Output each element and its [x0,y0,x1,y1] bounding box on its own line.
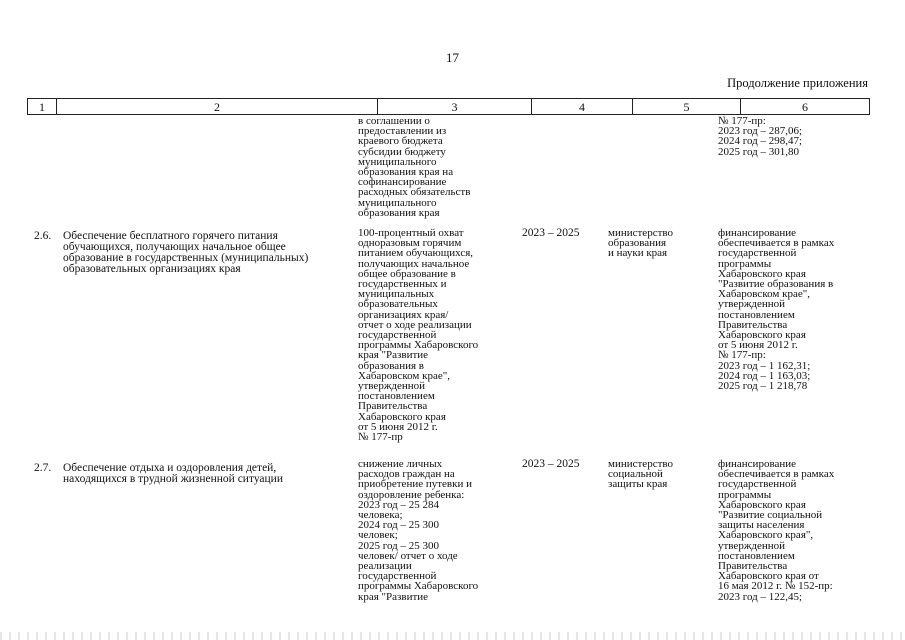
column-header-6: 6 [741,99,870,115]
row-2-7-financing: финансирование обеспечивается в рамках государственной программы Хабаровского края "Развитие социальной защиты населения Хабаровского края", утвержденной постановлением Правительства Хабаровского края от 16 мая 2012 г. № 152-пр: 2023 год – 122,45; [718,458,835,603]
row-2-7-result: снижение личных расходов граждан на приобретение путевки и оздоровление ребенка: 2023 год – 25 284 человека; 2024 год – 25 300 человек; 2025 год – 25 300 человек/ отчет о ходе реализации государственной программы Хабаровского края "Развитие [358,458,479,603]
row-2-6-number: 2.6. [34,230,52,242]
column-header-5: 5 [633,99,741,115]
column-header-1: 1 [28,99,57,115]
row-2-7-name: Обеспечение отдыха и оздоровления детей, находящихся в трудной жизненной ситуации [63,462,283,485]
row-2-6-period: 2023 – 2025 [522,227,580,239]
row-2-6-executor: министерство образования и науки края [608,227,674,260]
top-row-financing: № 177-пр: 2023 год – 287,06; 2024 год – 298,47; 2025 год – 301,80 [718,115,803,158]
row-2-6-name: Обеспечение бесплатного горячего питания обучающихся, получающих начальное общее образование в государственных (муниципальных) образовательных организациях края [63,230,309,275]
row-2-6-financing: финансирование обеспечивается в рамках государственной программы Хабаровского края "Развитие образования в Хабаровском крае", утвержденной постановлением Правительства Хабаровского края от 5 июня 2012 г. № 177-пр: 2023 год – 1 162,31; 2024 год – 1 163,03; 2025 год – 1 218,78 [718,227,835,393]
page-number: 17 [446,50,459,65]
column-header-2: 2 [57,99,378,115]
top-row-result: в соглашении о предоставлении из краевого бюджета субсидии бюджету муниципального образования края на софинансирование расходных обязательств муниципального образования края [358,115,471,219]
row-2-7-executor: министерство социальной защиты края [608,458,674,491]
column-header-3: 3 [378,99,532,115]
column-header-4: 4 [532,99,633,115]
row-2-6-result: 100-процентный охват одноразовым горячим питанием обучающихся, получающих начальное общее образование в государственных и муниципальных образовательных организациях края/ отчет о ходе реализации государственной программы Хабаровского края "Развитие образования в Хабаровском крае", утвержденной постановлением Правительства Хабаровского края от 5 июня 2012 г. № 177-пр [358,227,479,444]
column-header-row [27,98,870,115]
row-2-7-period: 2023 – 2025 [522,458,580,470]
continuation-note: Продолжение приложения [727,76,868,90]
row-2-7-number: 2.7. [34,462,52,474]
scan-artifact-line [0,632,905,640]
